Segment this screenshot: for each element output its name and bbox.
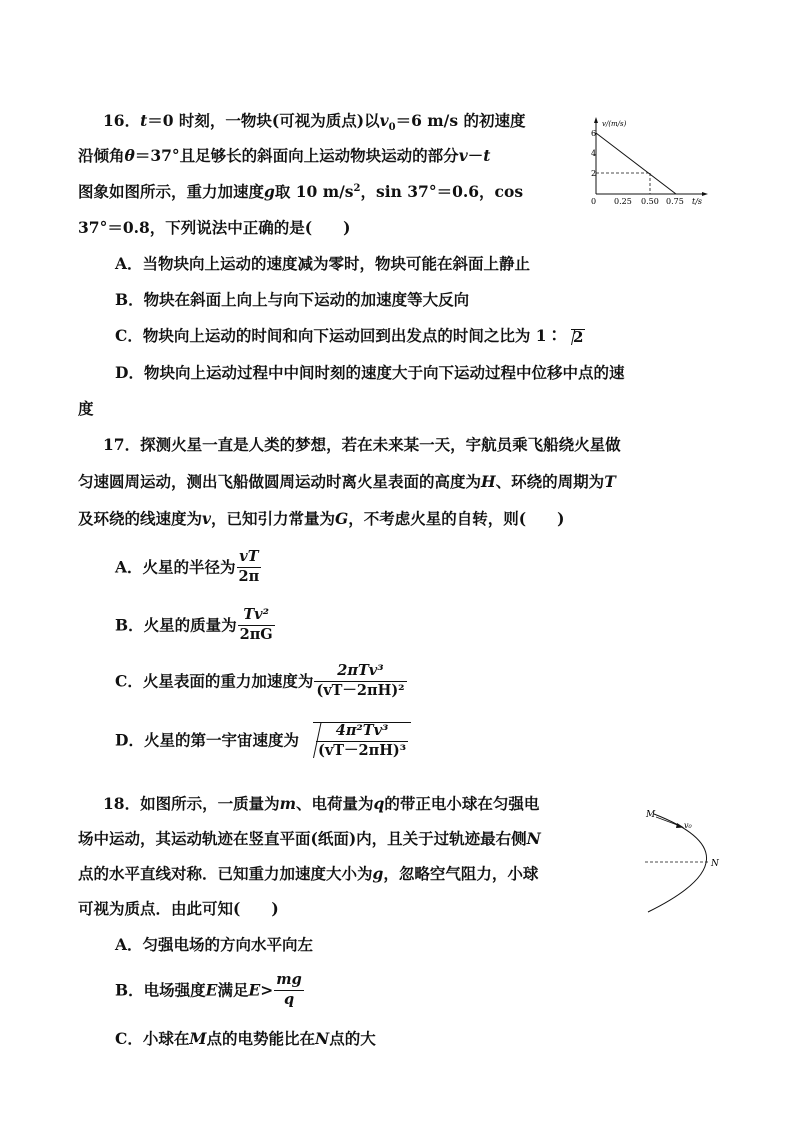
y-tick-4: 4 (591, 149, 597, 158)
q18-line-1: 18．如图所示，一质量为m、电荷量为q的带正电小球在匀强电 (103, 794, 540, 813)
q16-option-b: B．物块在斜面上向上与向下运动的加速度等大反向 (115, 290, 470, 309)
fraction: $\frac{\text{Tv²}}{2\pi G}$ (239, 606, 273, 643)
q16-line-3: 图象如图所示，重力加速度g取 10 $m/s^2$，sin 37°＝0.6，cos (78, 182, 524, 202)
q18-option-c: C．小球在M点的电势能比在N点的大 (115, 1029, 376, 1048)
fraction: $\frac{vT}{2\pi}$ (238, 548, 260, 585)
q16-option-d-line-1: D．物块向上运动过程中中间时刻的速度大于向下运动过程中位移中点的速 (115, 363, 625, 382)
vt-graph (586, 112, 716, 208)
q18-line-2: 场中运动，其运动轨迹在竖直平面(纸面)内，且关于过轨迹最右侧N (78, 829, 541, 848)
q18-line-3: 点的水平直线对称．已知重力加速度大小为g，忽略空气阻力，小球 (78, 864, 539, 883)
fraction: $\frac{\text{4π²Tv³}}{\text{(vT－2πH)³}}$ (317, 722, 407, 759)
q17-option-d: D．火星的第一宇宙速度为 $\frac{\text{4π²Tv³}}{\text{(vT－2πH)³}}$ (115, 722, 411, 758)
label-v0: v₀ (684, 821, 692, 830)
trajectory-figure (640, 800, 730, 920)
q17-option-b: B．火星的质量为 $\frac{\text{Tv²}}{2\pi G}$ (115, 606, 273, 643)
q16-line-4: 37°＝0.8，下列说法中正确的是( ) (78, 218, 351, 237)
x-tick-075: 0.75 (666, 197, 684, 206)
q17-line-3: 及环绕的线速度为v，已知引力常量为G，不考虑火星的自转，则( ) (78, 509, 565, 528)
q18-option-b: B．电场强度E满足E> $\frac{mg}{q}$ (115, 971, 302, 1008)
x-tick-025: 0.25 (614, 197, 632, 206)
q16-line-2: 沿倾角θ＝37°且足够长的斜面向上运动物块运动的部分v－t (78, 146, 491, 165)
y-tick-6: 6 (591, 129, 597, 138)
label-N: N (711, 859, 719, 869)
y-tick-2: 2 (591, 169, 597, 178)
graph-ylabel: v/(m/s) (602, 120, 627, 128)
q17-line-1: 17．探测火星一直是人类的梦想，若在未来某一天，宇航员乘飞船绕火星做 (103, 435, 621, 454)
fraction: $\frac{mg}{q}$ (276, 971, 302, 1008)
sqrt-symbol: 2 (573, 328, 584, 346)
q18-option-a: A．匀强电场的方向水平向左 (115, 935, 314, 954)
label-M: M (646, 810, 656, 820)
q16-line-1: 16．t＝0 时刻，一物块(可视为质点)以$v_0=6$ m/s 的初速度 (103, 111, 526, 134)
origin-label: 0 (591, 197, 597, 206)
sqrt-symbol (313, 722, 411, 758)
fraction: $\frac{\text{2πTv³}}{\text{(vT－2πH)²}}$ (316, 662, 405, 699)
q17-option-a: A．火星的半径为 $\frac{vT}{2\pi}$ (115, 548, 260, 585)
q16-option-a: A．当物块向上运动的速度减为零时，物块可能在斜面上静止 (115, 254, 531, 273)
q17-line-2: 匀速圆周运动，测出飞船做圆周运动时离火星表面的高度为H、环绕的周期为T (78, 472, 616, 491)
q17-option-c: C．火星表面的重力加速度为 $\frac{\text{2πTv³}}{\text{(vT－2πH)²}}$ (115, 662, 405, 699)
q16-option-d-line-2: 度 (78, 399, 94, 418)
q16-option-c: C．物块向上运动的时间和向下运动回到出发点的时间之比为 1∶ 2 (115, 326, 584, 346)
graph-xlabel: t/s (692, 197, 703, 206)
q18-line-4: 可视为质点．由此可知( ) (78, 899, 279, 918)
x-tick-050: 0.50 (641, 197, 659, 206)
